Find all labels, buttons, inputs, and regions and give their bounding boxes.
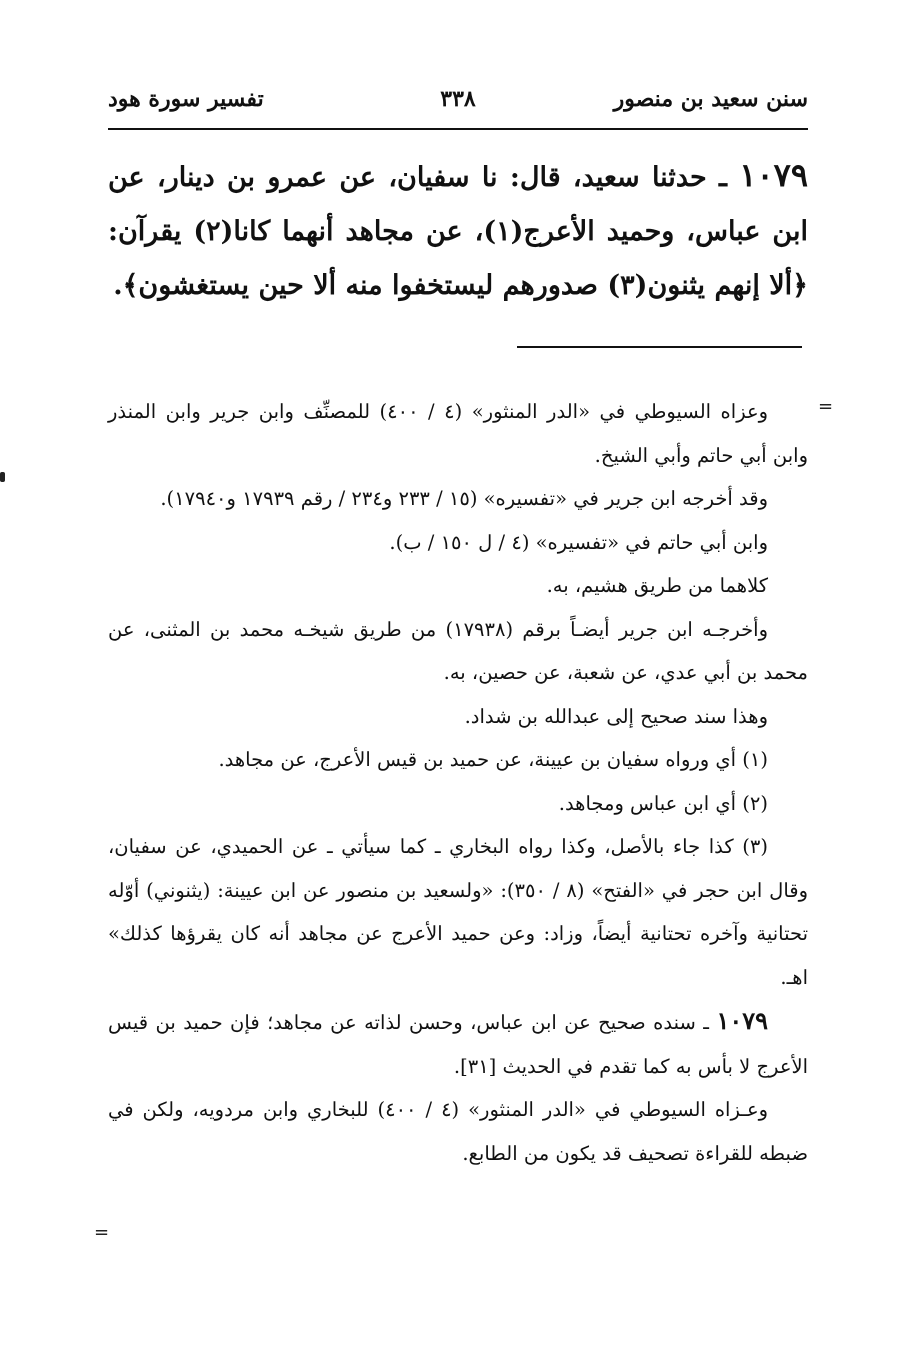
note-paragraph: وهذا سند صحيح إلى عبدالله بن شداد. [464,704,768,728]
commentary-paragraph [108,999,808,1088]
note-paragraph: وعـزاه السيوطي في «الدر المنثور» (٤ / ٤٠٠) للبخاري وابن مردويه، ولكن في ضبطه للقراءة تصحيف قد يكون من الطابع. [108,1098,808,1165]
page-number: ٣٣٨ [440,86,476,112]
footnote-ref-3: (٣) [607,270,648,301]
hadith-text-3: يقرآن: [108,216,194,247]
hadith-number: ١٠٧٩ [739,156,809,194]
hadith-text-2: ، عن مجاهد [333,216,484,247]
note-paragraph: وعزاه السيوطي في «الدر المنثور» (٤ / ٤٠٠) للمصنِّف وابن جرير وابن المنذر وابن أبي حاتم وأبي الشيخ. [108,400,808,467]
hadith-dash: ـ [706,162,740,193]
footnote-ref-1: (١) [483,216,524,247]
footnotes [108,390,808,1175]
quran-verse-2: صدورهم ليستخفوا منه ألا حين يستغشون﴾ [122,270,608,301]
section-title: تفسير سورة هود [108,86,264,112]
main-hadith-text [108,148,808,313]
commentary-number: ١٠٧٩ [716,1006,768,1035]
margin-mark [0,472,5,482]
hadith-end: . [113,270,123,301]
book-title: سنن سعيد بن منصور [613,86,808,112]
footnote-1: (١) أي ورواه سفيان بن عيينة، عن حميد بن قيس الأعرج، عن مجاهد. [218,748,768,771]
end-marker: = [94,1222,110,1243]
quran-verse-1: ﴿ألا إنهم يثنون [647,270,808,301]
note-paragraph: وابن أبي حاتم في «تفسيره» (٤ / ل ١٥٠ / ب). [389,530,768,554]
footnote-2: (٢) أي ابن عباس ومجاهد. [558,791,768,815]
note-paragraph: وقد أخرجه ابن جرير في «تفسيره» (١٥ / ٢٣٣ و٢٣٤ / رقم ١٧٩٣٩ و١٧٩٤٠). [160,487,768,510]
page-header [108,82,808,122]
note-paragraph: كلاهما من طريق هشيم، به. [546,574,768,597]
note-paragraph: وأخرجـه ابن جرير أيضـاً برقم (١٧٩٣٨) من طريق شيخـه محمد بن المثنى، عن محمد بن أبي عدي، عن شعبة، عن حصين، به. [108,617,808,684]
footnote-ref-2: (٢) [193,216,234,247]
commentary-text: سنده صحيح عن ابن عباس، وحسن لذاته عن مجاهد؛ فإن حميد بن قيس الأعرج لا بأس به كما تقدم في الحديث [٣١]. [108,1011,808,1078]
hadith-text-1: حدثنا سعيد، قال: نا سفيان، عن عمرو بن دينار، عن ابن عباس، وحميد الأعرج [108,162,808,247]
footnote-separator [517,346,802,348]
continuation-marker: = [818,396,834,417]
commentary-dash: ـ [695,1011,717,1034]
header-rule [108,128,808,130]
hadith-bold-1: أنهما كانا [233,216,334,247]
footnote-3: (٣) كذا جاء بالأصل، وكذا رواه البخاري ـ كما سيأتي ـ عن الحميدي، عن سفيان، وقال ابن حجر في «الفتح» (٨ / ٣٥٠): «ولسعيد بن منصور عن ابن عيينة: (يثنوني) أوّله تحتانية وآخره تحتانية أيضاً، وزاد: وعن حميد الأعرج عن مجاهد أنه كان يقرؤها كذلك» اهـ. [108,835,809,989]
